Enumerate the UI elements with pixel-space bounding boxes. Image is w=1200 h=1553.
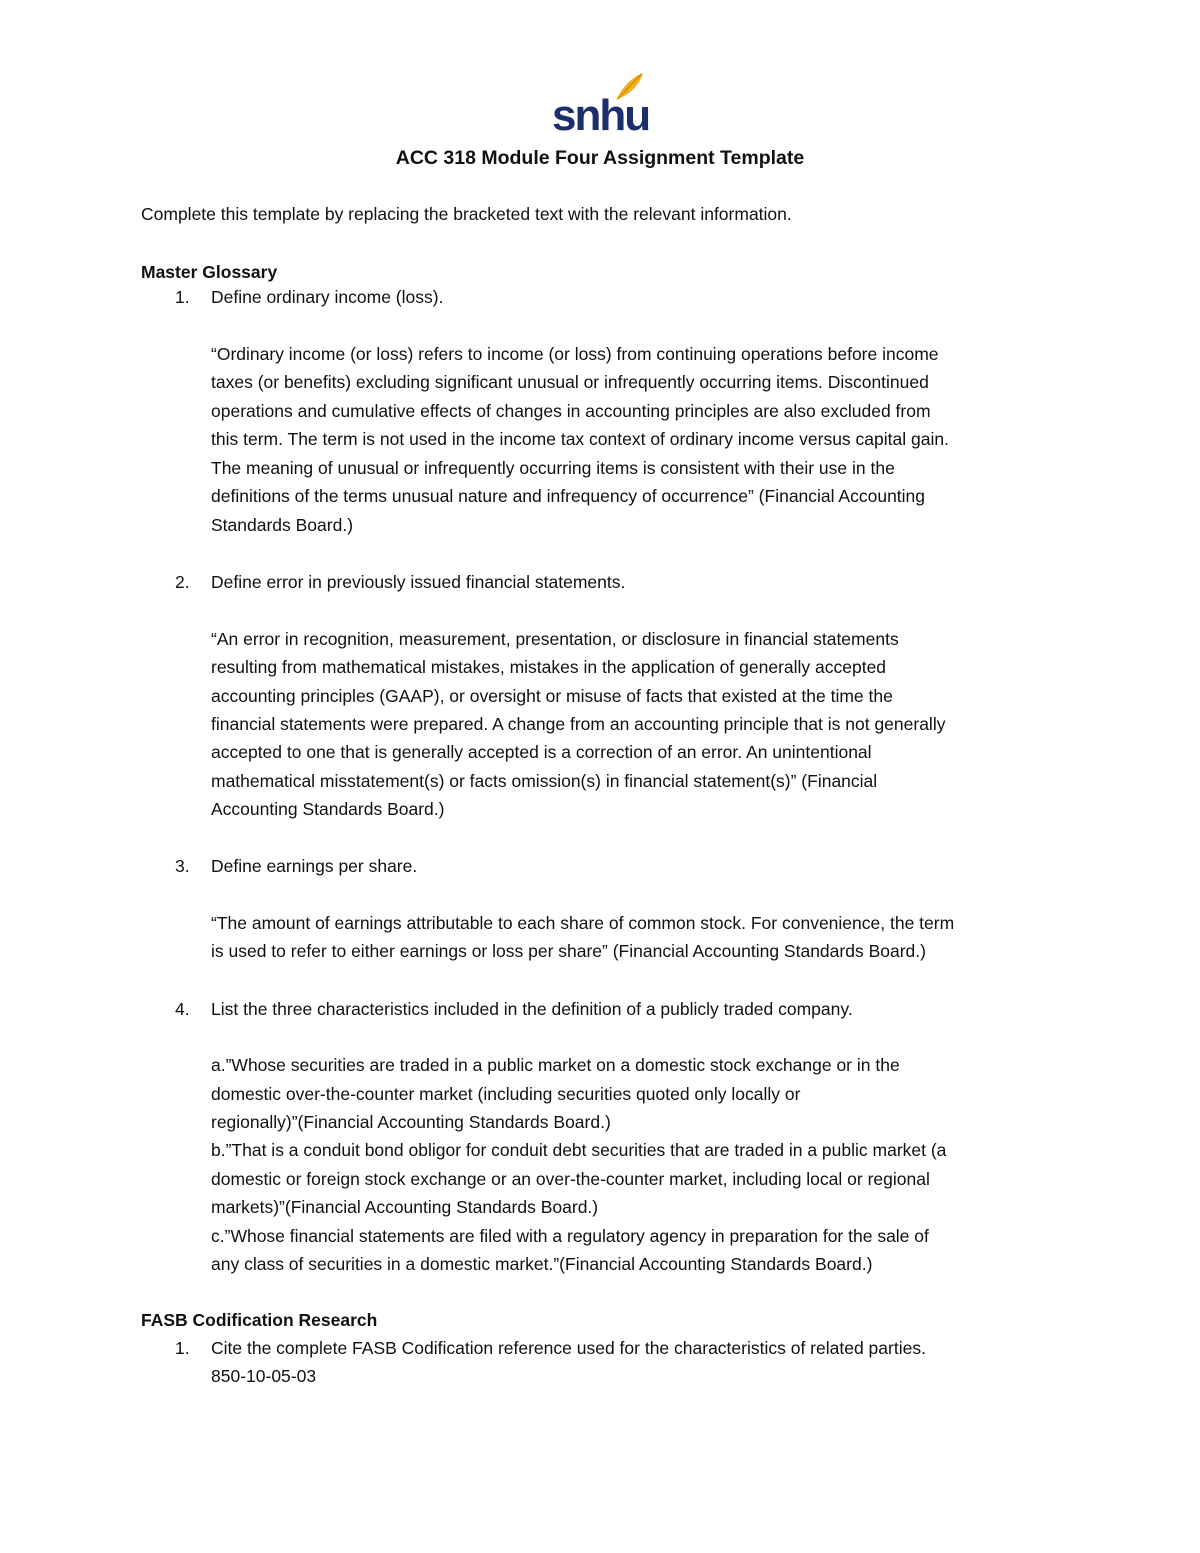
answer-line: resulting from mathematical mistakes, mistakes in the application of generally accepted: [211, 657, 887, 677]
answer-line: any class of securities in a domestic market.”(Financial Accounting Standards Board.): [211, 1254, 873, 1274]
glossary-prompt: Define ordinary income (loss).: [211, 287, 444, 307]
answer-line: taxes (or benefits) excluding significant unusual or infrequently occurring items. Discontinued: [211, 372, 929, 392]
answer-line: definitions of the terms unusual nature and infrequency of occurrence” (Financial Accounting: [211, 486, 926, 506]
answer-line: “Ordinary income (or loss) refers to income (or loss) from continuing operations before income: [211, 344, 939, 364]
answer-line: operations and cumulative effects of changes in accounting principles are also excluded from: [211, 401, 931, 421]
answer-line: c.”Whose financial statements are filed with a regulatory agency in preparation for the sale of: [211, 1226, 929, 1246]
instructions: Complete this template by replacing the bracketed text with the relevant information.: [141, 204, 792, 224]
list-number: 1.: [175, 1338, 190, 1358]
list-number: 3.: [175, 856, 190, 876]
glossary-heading: Master Glossary: [141, 262, 278, 282]
answer-line: “The amount of earnings attributable to each share of common stock. For convenience, the term: [211, 913, 955, 933]
answer-line: The meaning of unusual or infrequently occurring items is consistent with their use in the: [211, 458, 895, 478]
research-answer: 850-10-05-03: [211, 1366, 317, 1386]
answer-line: domestic or foreign stock exchange or an over-the-counter market, including local or regional: [211, 1169, 930, 1189]
answer-line: domestic over-the-counter market (including securities quoted only locally or: [211, 1084, 801, 1104]
list-number: 4.: [175, 999, 190, 1019]
answer-line: b.”That is a conduit bond obligor for conduit debt securities that are traded in a public market (a: [211, 1140, 947, 1160]
list-number: 2.: [175, 572, 190, 592]
snhu-logo: [552, 72, 650, 140]
answer-line: “An error in recognition, measurement, presentation, or disclosure in financial statements: [211, 629, 899, 649]
glossary-prompt: List the three characteristics included in the definition of a publicly traded company.: [211, 999, 853, 1019]
glossary-prompt: Define earnings per share.: [211, 856, 418, 876]
research-prompt: Cite the complete FASB Codification reference used for the characteristics of related parties.: [211, 1338, 926, 1358]
answer-line: markets)”(Financial Accounting Standards Board.): [211, 1197, 599, 1217]
answer-line: regionally)”(Financial Accounting Standards Board.): [211, 1112, 611, 1132]
answer-line: Accounting Standards Board.): [211, 799, 445, 819]
answer-line: accounting principles (GAAP), or oversight or misuse of facts that existed at the time the: [211, 686, 893, 706]
glossary-prompt: Define error in previously issued financial statements.: [211, 572, 626, 592]
answer-line: Standards Board.): [211, 515, 354, 535]
research-heading: FASB Codification Research: [141, 1310, 378, 1330]
answer-line: accepted to one that is generally accepted is a correction of an error. An unintentional: [211, 742, 872, 762]
answer-line: this term. The term is not used in the income tax context of ordinary income versus capital gain.: [211, 429, 949, 449]
logo-wordmark: snhu: [552, 91, 650, 140]
list-number: 1.: [175, 287, 190, 307]
page-title: ACC 318 Module Four Assignment Template: [395, 147, 805, 169]
answer-line: a.”Whose securities are traded in a public market on a domestic stock exchange or in the: [211, 1055, 900, 1075]
answer-line: mathematical misstatement(s) or facts omission(s) in financial statement(s)” (Financial: [211, 771, 878, 791]
answer-line: is used to refer to either earnings or loss per share” (Financial Accounting Standards Board.): [211, 941, 926, 961]
answer-line: financial statements were prepared. A change from an accounting principle that is not generally: [211, 714, 946, 734]
